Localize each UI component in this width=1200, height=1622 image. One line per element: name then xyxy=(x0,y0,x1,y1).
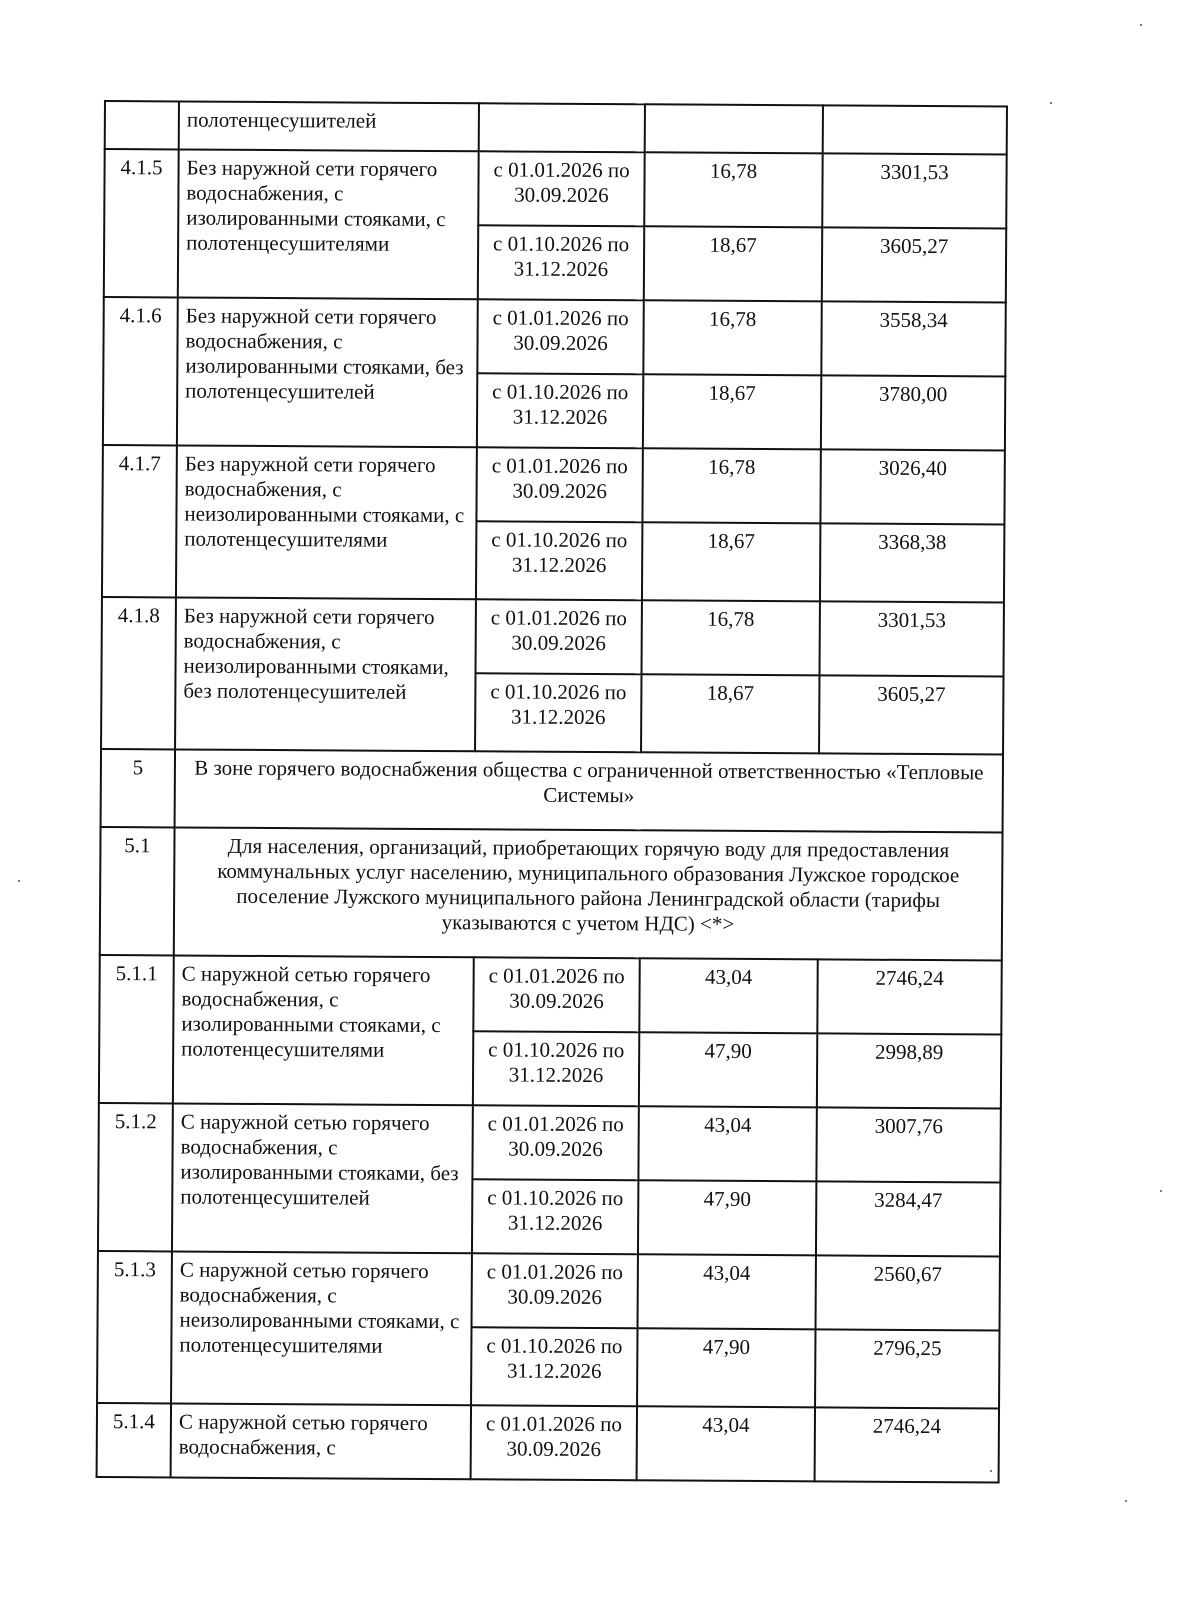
component-2-cell: 3605,27 xyxy=(822,227,1006,302)
row-name-cell: С наружной сетью горячего водоснабжения, с изолированными стояками, с полотенцесушителями xyxy=(173,955,474,1105)
component-2-cell: 2746,24 xyxy=(817,959,1001,1034)
period-cell: с 01.01.2026 по 30.09.2026 xyxy=(476,447,642,522)
component-2-cell: 3301,53 xyxy=(819,601,1003,676)
table-row xyxy=(97,1403,999,1483)
row-name-cell: полотенцесушителей xyxy=(179,101,479,151)
table-row xyxy=(102,597,1004,677)
row-number-cell: 4.1.8 xyxy=(101,597,176,749)
component-1-cell: 18,67 xyxy=(641,674,819,753)
scan-speck xyxy=(990,1470,992,1472)
row-name-cell: С наружной сетью горячего водоснабжения, с неизолированными стояками, с полотенцесушителями xyxy=(171,1251,472,1405)
period-cell: с 01.01.2026 по 30.09.2026 xyxy=(476,599,642,674)
period-cell xyxy=(479,103,645,152)
component-1-cell: 43,04 xyxy=(638,1106,816,1181)
row-number-cell: 5.1.4 xyxy=(97,1403,171,1477)
row-name-cell: Без наружной сети горячего водоснабжения, с изолированными стояками, с полотенцесушителями xyxy=(178,149,479,299)
component-2-cell: 2560,67 xyxy=(816,1255,1000,1330)
component-2-cell: 2998,89 xyxy=(817,1033,1001,1108)
component-2-cell: 3558,34 xyxy=(821,301,1005,376)
scan-speck xyxy=(18,880,20,882)
group-row xyxy=(100,827,1003,961)
zone-number-cell: 5 xyxy=(101,749,175,827)
table-row xyxy=(98,1103,1000,1183)
component-2-cell: 3780,00 xyxy=(821,375,1005,450)
row-name-cell: С наружной сетью горячего водоснабжения, с xyxy=(171,1403,471,1479)
component-1-cell: 47,90 xyxy=(638,1180,816,1255)
row-name-cell: Без наружной сети горячего водоснабжения, с изолированными стояками, без полотенцесушителей xyxy=(177,297,478,447)
component-1-cell: 43,04 xyxy=(639,958,817,1033)
period-cell: с 01.10.2026 по 31.12.2026 xyxy=(476,521,642,600)
group-heading-cell: Для населения, организаций, приобретающих горячую воду для предоставления коммунальных услуг населению, муниципального образования Лужское городское поселение Лужского муниципального района Ленинградской области (тарифы указываются с учетом НДС) <*> xyxy=(174,827,1003,960)
component-1-cell: 47,90 xyxy=(639,1032,817,1107)
period-cell: с 01.10.2026 по 31.12.2026 xyxy=(478,225,644,300)
period-cell: с 01.01.2026 по 30.09.2026 xyxy=(472,1253,638,1328)
component-1-cell xyxy=(645,104,823,153)
period-cell: с 01.10.2026 по 31.12.2026 xyxy=(471,1327,637,1406)
component-1-cell: 16,78 xyxy=(642,448,820,523)
row-number-cell: 4.1.5 xyxy=(104,149,179,297)
component-1-cell: 16,78 xyxy=(644,152,822,227)
period-cell: с 01.10.2026 по 31.12.2026 xyxy=(477,373,643,448)
table-row xyxy=(103,297,1005,377)
component-2-cell: 3368,38 xyxy=(820,523,1004,602)
row-name-cell: Без наружной сети горячего водоснабжения, с неизолированными стояками, с полотенцесушителями xyxy=(176,445,477,599)
table-row xyxy=(98,1251,1000,1331)
group-number-cell: 5.1 xyxy=(100,827,175,955)
period-cell: с 01.01.2026 по 30.09.2026 xyxy=(478,151,644,226)
row-number-cell: 4.1.6 xyxy=(103,297,178,445)
tariff-table xyxy=(96,100,1008,1483)
row-number-cell xyxy=(105,101,179,149)
period-cell: с 01.10.2026 по 31.12.2026 xyxy=(475,673,641,752)
component-2-cell: 2796,25 xyxy=(815,1329,999,1408)
period-cell: с 01.01.2026 по 30.09.2026 xyxy=(472,1105,638,1180)
component-2-cell: 2746,24 xyxy=(815,1407,999,1482)
zone-heading-cell: В зоне горячего водоснабжения общества с ограниченной ответственностью «Тепловые Системы» xyxy=(175,749,1003,832)
component-1-cell: 16,78 xyxy=(642,600,820,675)
period-cell: с 01.10.2026 по 31.12.2026 xyxy=(473,1031,639,1106)
component-1-cell: 18,67 xyxy=(642,522,820,601)
component-2-cell: 3026,40 xyxy=(820,449,1004,524)
row-number-cell: 5.1.3 xyxy=(97,1251,172,1403)
row-number-cell: 5.1.1 xyxy=(99,955,174,1103)
tariff-table-wrapper xyxy=(96,100,1006,1483)
component-2-cell: 3007,76 xyxy=(816,1107,1000,1182)
component-1-cell: 16,78 xyxy=(643,300,821,375)
row-number-cell: 5.1.2 xyxy=(98,1103,173,1251)
table-row xyxy=(99,955,1001,1035)
component-1-cell: 47,90 xyxy=(637,1328,815,1407)
table-row xyxy=(102,445,1004,525)
component-2-cell: 3301,53 xyxy=(822,153,1006,228)
component-2-cell: 3284,47 xyxy=(816,1181,1000,1256)
period-cell: с 01.10.2026 по 31.12.2026 xyxy=(472,1179,638,1254)
zone-row xyxy=(101,749,1003,833)
component-1-cell: 43,04 xyxy=(637,1406,815,1481)
component-1-cell: 18,67 xyxy=(643,374,821,449)
scan-speck xyxy=(1160,1190,1162,1192)
component-1-cell: 18,67 xyxy=(644,226,822,301)
scan-speck xyxy=(1140,24,1142,26)
period-cell: с 01.01.2026 по 30.09.2026 xyxy=(471,1405,637,1480)
scan-speck xyxy=(1050,102,1052,104)
component-2-cell: 3605,27 xyxy=(819,675,1003,754)
period-cell: с 01.01.2026 по 30.09.2026 xyxy=(473,957,639,1032)
scan-speck xyxy=(1125,1500,1127,1502)
row-name-cell: Без наружной сети горячего водоснабжения, с неизолированными стояками, без полотенцесушителей xyxy=(175,597,476,751)
row-name-cell: С наружной сетью горячего водоснабжения, с изолированными стояками, без полотенцесушителей xyxy=(172,1103,473,1253)
table-row xyxy=(105,101,1007,155)
table-row xyxy=(104,149,1006,229)
period-cell: с 01.01.2026 по 30.09.2026 xyxy=(477,299,643,374)
row-number-cell: 4.1.7 xyxy=(102,445,177,597)
component-1-cell: 43,04 xyxy=(638,1254,816,1329)
component-2-cell xyxy=(823,105,1007,154)
